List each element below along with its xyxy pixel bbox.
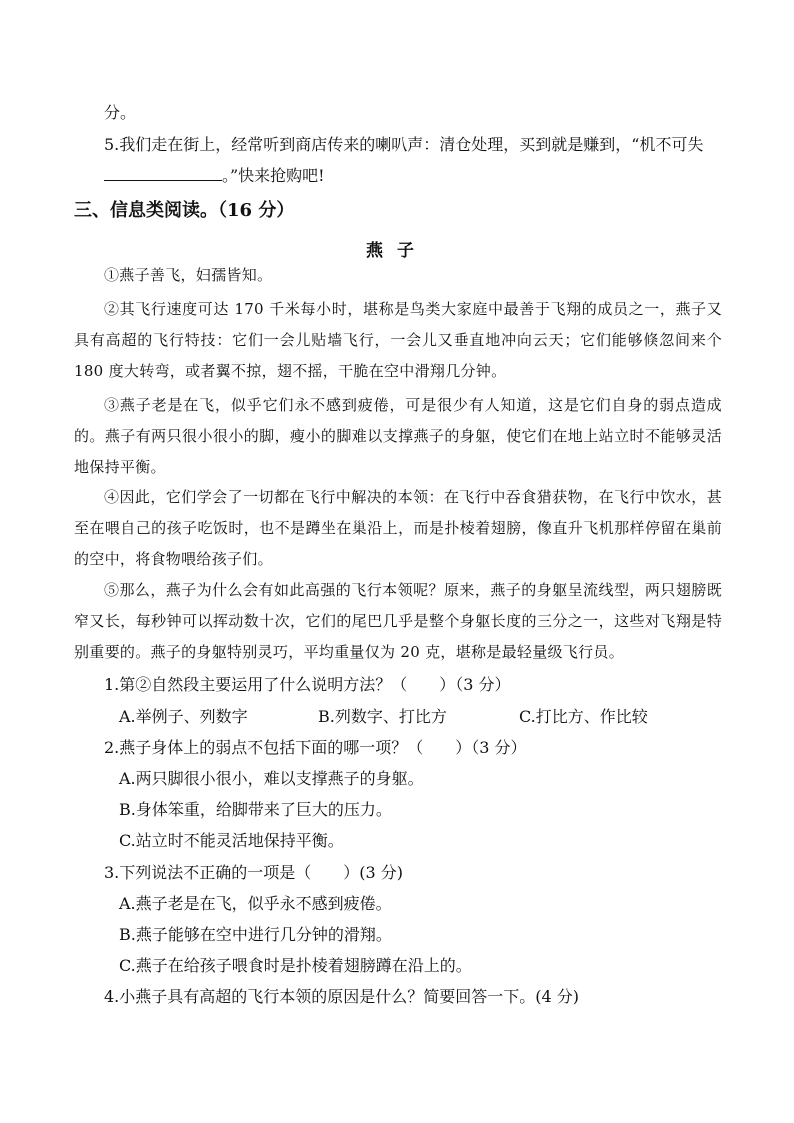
passage-paragraph-3: ③燕子老是在飞，似乎它们永不感到疲倦，可是很少有人知道，这是它们自身的弱点造成的。燕子有两只很小很小的脚，瘦小的脚难以支撑燕子的身躯，使它们在地上站立时不能够灵活地保持平衡。 [74, 396, 722, 476]
question-1-option-c[interactable]: C.打比方、作比较 [519, 707, 648, 726]
question-2-option-c[interactable]: C.站立时不能灵活地保持平衡。 [119, 831, 344, 850]
passage-paragraph-1: ①燕子善飞，妇孺皆知。 [104, 266, 273, 284]
passage-paragraph-2: ②其飞行速度可达 170 千米每小时，堪称是鸟类大家庭中最善于飞翔的成员之一，燕子又具有高超的飞行特技：它们一会儿贴墙飞行，一会儿又垂直地冲向云天；它们能够倏忽间来个 180 度大转弯，或者翼不掠，翅不摇，干脆在空中滑翔几分钟。 [74, 300, 722, 380]
question-3-option-c[interactable]: C.燕子在给孩子喂食时是扑棱着翅膀蹲在沿上的。 [119, 956, 472, 975]
question-3: 3.下列说法不正确的一项是（ ）(3 分) [104, 863, 404, 882]
question-5-tail: 。”快来抢购吧! [222, 166, 325, 185]
question-5-line-2 [104, 165, 325, 187]
question-2-option-a[interactable]: A.两只脚很小很小，难以支撑燕子的身躯。 [119, 769, 424, 788]
question-3-option-a[interactable]: A.燕子老是在飞，似乎永不感到疲倦。 [119, 894, 392, 913]
passage-paragraph-4: ④因此，它们学会了一切都在飞行中解决的本领：在飞行中吞食猎获物，在飞行中饮水，甚至在喂自己的孩子吃饭时，也不是蹲坐在巢沿上，而是扑棱着翅膀，像直升飞机那样停留在巢前的空中，将食物喂给孩子们。 [74, 488, 722, 568]
question-5-line-1: 5.我们走在街上，经常听到商店传来的喇叭声：清仓处理，买到就是赚到，“机不可失 [104, 135, 704, 154]
section-3-heading: 三、信息类阅读。（16 分） [74, 200, 295, 221]
question-2: 2.燕子身体上的弱点不包括下面的哪一项？（ ）（3 分） [104, 738, 527, 757]
answer-blank[interactable] [104, 166, 222, 181]
question-4: 4.小燕子具有高超的飞行本领的原因是什么？简要回答一下。(4 分) [104, 987, 580, 1006]
passage-paragraph-5: ⑤那么，燕子为什么会有如此高强的飞行本领呢？原来，燕子的身躯呈流线型，两只翅膀既窄又长，每秒钟可以挥动数十次，它们的尾巴几乎是整个身躯长度的三分之一，这些对飞翔是特别重要的。燕子的身躯特别灵巧，平均重量仅为 20 克，堪称是最轻量级飞行员。 [74, 581, 722, 661]
question-1: 1.第②自然段主要运用了什么说明方法？（ ）（3 分） [104, 675, 511, 694]
passage-title: 燕子 [366, 241, 428, 261]
question-1-option-a[interactable]: A.举例子、列数字 [119, 707, 248, 726]
question-2-option-b[interactable]: B.身体笨重，给脚带来了巨大的压力。 [119, 800, 392, 819]
question-3-option-b[interactable]: B.燕子能够在空中进行几分钟的滑翔。 [119, 925, 392, 944]
question-1-option-b[interactable]: B.列数字、打比方 [318, 707, 447, 726]
continued-text: 分。 [104, 103, 137, 122]
